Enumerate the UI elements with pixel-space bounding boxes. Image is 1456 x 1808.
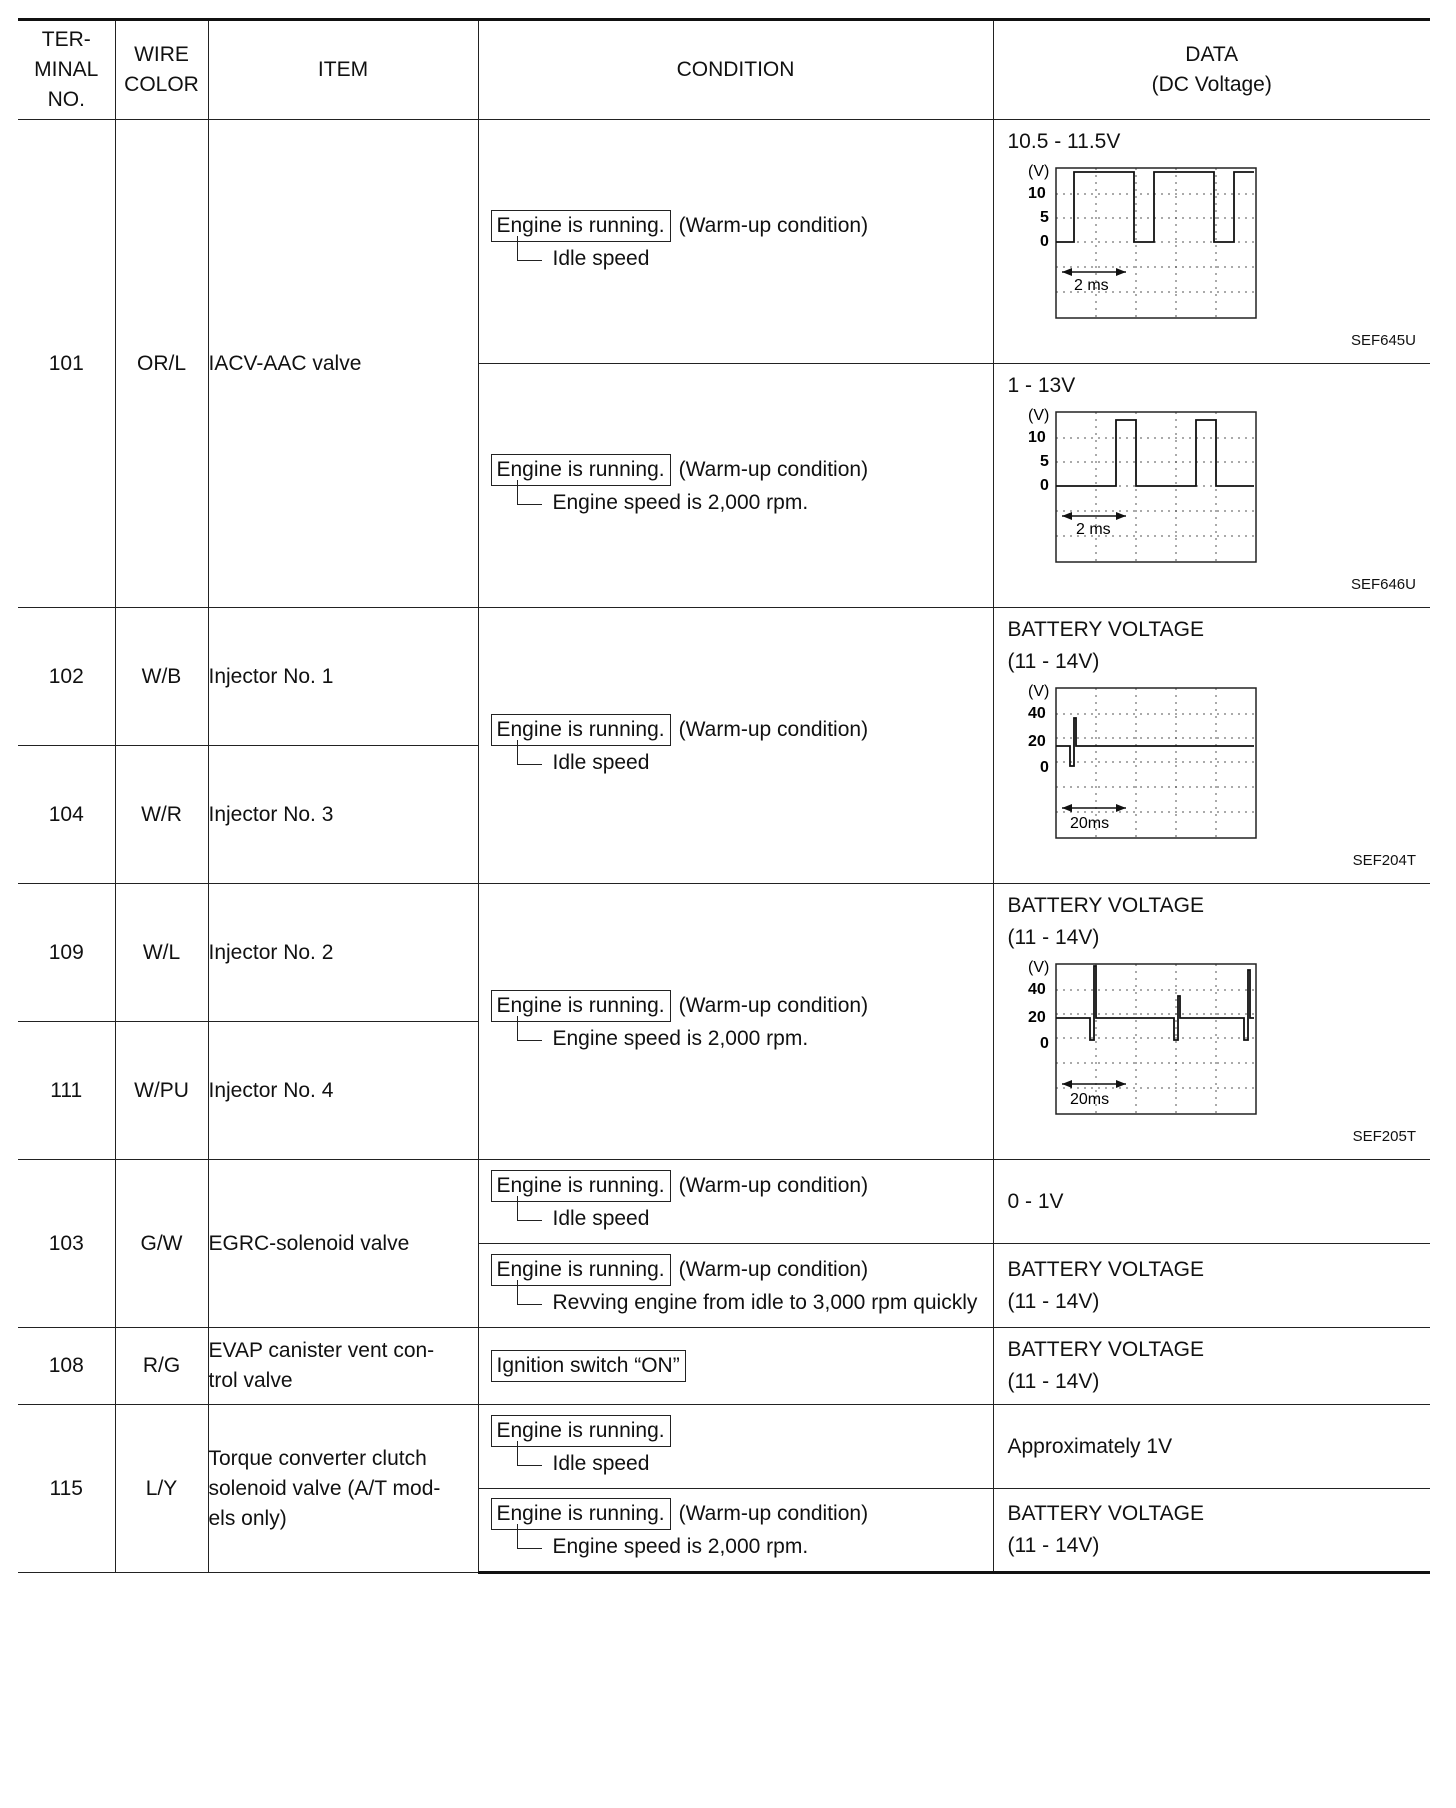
terminal-data-table — [18, 18, 1430, 1574]
figure-code: SEF205T — [1352, 1128, 1416, 1145]
time-scale-label: 2 ms — [1075, 521, 1111, 538]
figure-code: SEF645U — [1350, 332, 1416, 349]
condition-note: (Warm-up condition) — [678, 1502, 869, 1525]
axis-unit: (V) — [1027, 960, 1049, 976]
data-cell — [993, 1160, 1430, 1244]
data-value: Approximately 1V — [1007, 1434, 1173, 1458]
condition-note: (Warm-up condition) — [678, 717, 869, 741]
data-cell — [993, 120, 1430, 364]
waveform-graph — [1018, 960, 1268, 1125]
axis-tick: 10 — [1027, 185, 1046, 202]
item-name: EVAP canister vent con- trol valve — [208, 1328, 478, 1405]
waveform-trace — [1056, 718, 1254, 766]
data-range: (11 - 14V) — [1007, 650, 1100, 673]
item-name: Injector No. 3 — [208, 746, 478, 884]
terminal-no: 108 — [18, 1328, 115, 1405]
header-item: ITEM — [208, 20, 478, 120]
condition-box: Engine is running. — [491, 1254, 671, 1286]
condition-sub: Engine speed is 2,000 rpm. — [517, 488, 981, 518]
terminal-no: 102 — [18, 608, 115, 746]
axis-tick: 10 — [1027, 429, 1046, 446]
waveform-graph — [1018, 684, 1268, 849]
table-row — [18, 1160, 1430, 1244]
condition-box: Engine is running. — [491, 1498, 671, 1530]
condition-box: Engine is running. — [491, 1170, 671, 1202]
item-name: Injector No. 4 — [208, 1022, 478, 1160]
terminal-no: 115 — [18, 1405, 115, 1573]
table-row — [18, 608, 1430, 746]
waveform-graph — [1018, 164, 1268, 329]
condition-note: (Warm-up condition) — [678, 457, 869, 481]
terminal-no: 101 — [18, 120, 115, 608]
condition-box: Engine is running. — [491, 1415, 671, 1447]
wire-color: OR/L — [115, 120, 208, 608]
data-cell — [993, 608, 1430, 884]
data-value: BATTERY VOLTAGE — [1007, 1257, 1204, 1281]
data-value: BATTERY VOLTAGE — [1007, 1338, 1204, 1361]
data-value: BATTERY VOLTAGE — [1007, 618, 1204, 641]
condition-note: (Warm-up condition) — [678, 1257, 869, 1281]
header-data: DATA (DC Voltage) — [993, 20, 1430, 120]
waveform-trace — [1056, 172, 1254, 242]
time-scale-label: 2 ms — [1073, 277, 1109, 294]
wire-color: W/PU — [115, 1022, 208, 1160]
condition-note: (Warm-up condition) — [678, 993, 869, 1017]
item-name: Injector No. 2 — [208, 884, 478, 1022]
condition-cell — [478, 1244, 993, 1328]
axis-tick: 5 — [1039, 453, 1049, 470]
condition-cell — [478, 364, 993, 608]
wire-color: W/R — [115, 746, 208, 884]
axis-tick: 0 — [1039, 759, 1049, 776]
terminal-no: 111 — [18, 1022, 115, 1160]
axis-unit: (V) — [1027, 684, 1049, 700]
waveform-graph — [1018, 408, 1268, 573]
condition-cell — [478, 1160, 993, 1244]
condition-note: (Warm-up condition) — [678, 213, 869, 237]
header-wire-color: WIRE COLOR — [115, 20, 208, 120]
condition-sub: Revving engine from idle to 3,000 rpm quickly — [517, 1288, 981, 1318]
condition-cell — [478, 884, 993, 1160]
condition-box: Engine is running. — [491, 454, 671, 486]
header-row — [18, 20, 1430, 120]
axis-tick: 0 — [1039, 477, 1049, 494]
condition-box: Engine is running. — [491, 210, 671, 242]
data-range: (11 - 14V) — [1007, 926, 1100, 949]
wire-color: W/B — [115, 608, 208, 746]
condition-note: (Warm-up condition) — [678, 1173, 869, 1197]
terminal-no: 103 — [18, 1160, 115, 1328]
figure-code: SEF646U — [1350, 576, 1416, 593]
condition-sub: Engine speed is 2,000 rpm. — [517, 1024, 981, 1054]
waveform-trace — [1056, 420, 1254, 486]
data-value: 0 - 1V — [1007, 1189, 1064, 1213]
item-name: Torque converter clutch solenoid valve (A/T mod- els only) — [208, 1405, 478, 1573]
table-row — [18, 884, 1430, 1022]
condition-cell — [478, 1489, 993, 1573]
item-name: EGRC-solenoid valve — [208, 1160, 478, 1328]
time-scale-label: 20ms — [1069, 1091, 1109, 1108]
wire-color: G/W — [115, 1160, 208, 1328]
condition-box: Engine is running. — [491, 714, 671, 746]
wire-color: R/G — [115, 1328, 208, 1405]
condition-sub: Idle speed — [517, 1449, 981, 1479]
data-cell — [993, 1489, 1430, 1573]
axis-unit: (V) — [1027, 164, 1049, 180]
table-row — [18, 120, 1430, 364]
condition-sub: Idle speed — [517, 244, 981, 274]
data-cell — [993, 1244, 1430, 1328]
data-range: (11 - 14V) — [1007, 1289, 1100, 1313]
condition-sub: Idle speed — [517, 1204, 981, 1234]
terminal-no: 104 — [18, 746, 115, 884]
data-cell — [993, 884, 1430, 1160]
axis-tick: 0 — [1039, 233, 1049, 250]
data-value: BATTERY VOLTAGE — [1007, 1502, 1204, 1525]
figure-code: SEF204T — [1352, 852, 1416, 869]
table-row — [18, 1328, 1430, 1405]
condition-box: Ignition switch “ON” — [491, 1350, 686, 1382]
data-value: 10.5 - 11.5V — [1007, 130, 1121, 153]
data-value: 1 - 13V — [1007, 374, 1076, 397]
condition-cell — [478, 1328, 993, 1405]
data-cell — [993, 1328, 1430, 1405]
axis-tick: 5 — [1039, 209, 1049, 226]
data-cell — [993, 1405, 1430, 1489]
condition-cell — [478, 120, 993, 364]
axis-tick: 20 — [1027, 1009, 1046, 1026]
table-row — [18, 1405, 1430, 1489]
terminal-no: 109 — [18, 884, 115, 1022]
axis-tick: 40 — [1027, 981, 1046, 998]
header-terminal: TER- MINAL NO. — [18, 20, 115, 120]
condition-sub: Engine speed is 2,000 rpm. — [517, 1532, 981, 1562]
axis-unit: (V) — [1027, 408, 1049, 424]
axis-tick: 0 — [1039, 1035, 1049, 1052]
condition-sub: Idle speed — [517, 748, 981, 778]
wire-color: L/Y — [115, 1405, 208, 1573]
wire-color: W/L — [115, 884, 208, 1022]
data-value: BATTERY VOLTAGE — [1007, 894, 1204, 917]
waveform-trace — [1056, 966, 1254, 1040]
axis-tick: 40 — [1027, 705, 1046, 722]
data-cell — [993, 364, 1430, 608]
time-scale-label: 20ms — [1069, 815, 1109, 832]
item-name: Injector No. 1 — [208, 608, 478, 746]
header-condition: CONDITION — [478, 20, 993, 120]
item-name: IACV-AAC valve — [208, 120, 478, 608]
condition-box: Engine is running. — [491, 990, 671, 1022]
data-range: (11 - 14V) — [1007, 1370, 1100, 1393]
condition-cell — [478, 1405, 993, 1489]
data-range: (11 - 14V) — [1007, 1534, 1100, 1557]
condition-cell — [478, 608, 993, 884]
axis-tick: 20 — [1027, 733, 1046, 750]
